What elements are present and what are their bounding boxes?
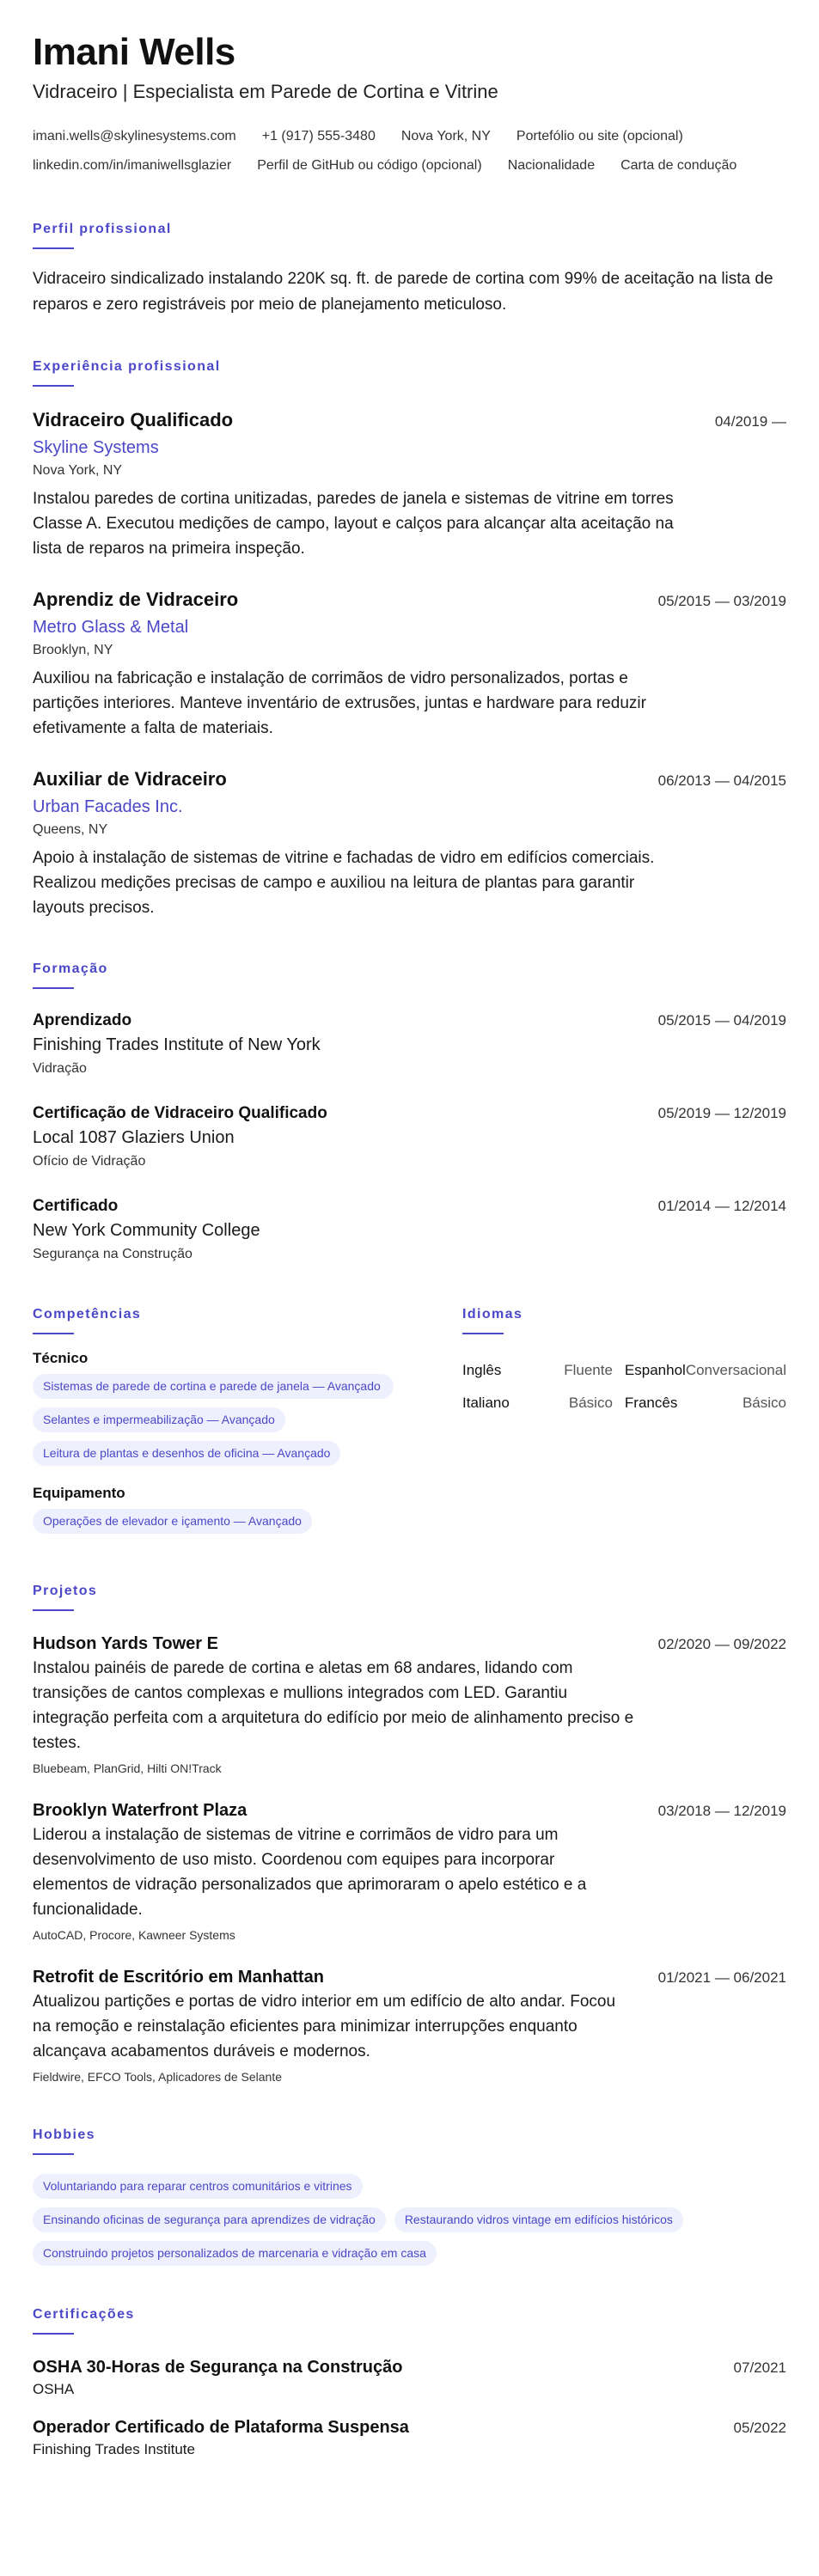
certification-entry (33, 2415, 786, 2460)
skill-chip: Operações de elevador e içamento — Avançado (33, 1509, 312, 1534)
language-name: Inglês (462, 1362, 502, 1378)
section-divider (33, 385, 74, 387)
project-entry (33, 1632, 786, 1778)
certification-date: 07/2021 (733, 2359, 786, 2376)
contact-driving-license: Carta de condução (620, 158, 737, 173)
education-field: Ofício de Vidração (33, 1154, 146, 1169)
education-entry (33, 1010, 786, 1080)
project-tools: AutoCAD, Procore, Kawneer Systems (33, 1928, 235, 1942)
certification-date: 05/2022 (733, 2420, 786, 2436)
language-level: Fluente (564, 1362, 613, 1378)
section-divider (462, 1333, 504, 1334)
job-dates: 06/2013 — 04/2015 (657, 772, 786, 789)
section-title: Formação (33, 961, 108, 976)
skill-group-title: Equipamento (33, 1485, 125, 1501)
profile-summary: Vidraceiro sindicalizado instalando 220K sq. ft. de parede de cortina com 99% de aceitação na lista de reparos e zero registráveis por meio de planejamento meticuloso. (33, 270, 773, 314)
skill-chip: Selantes e impermeabilização — Avançado (33, 1407, 285, 1432)
language-level: Conversacional (685, 1362, 786, 1378)
education-school: New York Community College (33, 1221, 260, 1240)
languages-section (462, 1305, 786, 1542)
education-degree: Certificado (33, 1197, 119, 1215)
language-item (462, 1360, 613, 1381)
education-dates: 01/2014 — 12/2014 (657, 1198, 786, 1214)
job-location: Nova York, NY (33, 463, 123, 478)
certification-name: OSHA 30-Horas de Segurança na Construção (33, 2358, 403, 2377)
section-title: Hobbies (33, 2127, 95, 2142)
section-title: Perfil profissional (33, 222, 172, 236)
certification-entry (33, 2355, 786, 2400)
project-tools: Fieldwire, EFCO Tools, Aplicadores de Selante (33, 2070, 282, 2084)
section-divider (33, 247, 74, 249)
hobby-chip: Voluntariando para reparar centros comunitários e vitrines (33, 2174, 363, 2199)
section-title: Certificações (33, 2307, 135, 2322)
contact-location: Nova York, NY (400, 129, 491, 143)
hobby-chip: Construindo projetos personalizados de marcenaria e vidração em casa (33, 2241, 437, 2266)
language-level: Básico (568, 1395, 613, 1411)
project-name: Retrofit de Escritório em Manhattan (33, 1968, 324, 1987)
section-divider (33, 2333, 74, 2335)
job-company: Metro Glass & Metal (33, 618, 189, 637)
section-divider (33, 987, 74, 989)
candidate-headline: Vidraceiro | Especialista em Parede de Cortina e Vitrine (33, 81, 498, 102)
job-dates: 04/2019 — (714, 413, 786, 430)
job-company: Urban Facades Inc. (33, 797, 183, 816)
candidate-name: Imani Wells (33, 31, 235, 73)
language-item (462, 1393, 613, 1413)
project-name: Hudson Yards Tower E (33, 1634, 218, 1653)
skill-chip: Sistemas de parede de cortina e parede de janela — Avançado (33, 1374, 394, 1399)
experience-section (33, 357, 786, 920)
project-tools: Bluebeam, PlanGrid, Hilti ON!Track (33, 1761, 222, 1775)
language-name: Italiano (462, 1395, 510, 1411)
education-dates: 05/2019 — 12/2019 (657, 1105, 786, 1121)
education-school: Local 1087 Glaziers Union (33, 1128, 235, 1147)
experience-entry (33, 407, 786, 561)
contact-list (33, 122, 786, 180)
project-dates: 01/2021 — 06/2021 (657, 1969, 786, 1986)
resume-header (33, 31, 786, 180)
project-description: Atualizou partições e portas de vidro interior em um edifício de alto andar. Focou na remoção e reinstalação eficientes para minimizar interrupções enquanto alcançava acabamentos duráveis e modernos. (33, 1993, 616, 2060)
experience-entry (33, 766, 786, 920)
section-title: Idiomas (462, 1307, 523, 1322)
contact-github[interactable]: Perfil de GitHub ou código (opcional) (257, 158, 482, 173)
contact-portfolio[interactable]: Portefólio ou site (opcional) (516, 129, 683, 143)
job-description: Instalou paredes de cortina unitizadas, paredes de janela e sistemas de vitrine em torres Classe A. Executou medições de campo, layout e calços para alcançar alta aceitação na lista de reparos na primeira inspeção. (33, 490, 674, 558)
section-divider (33, 1609, 74, 1611)
project-entry (33, 1798, 786, 1944)
section-title: Competências (33, 1307, 142, 1322)
job-title: Aprendiz de Vidraceiro (33, 589, 239, 610)
language-level: Básico (742, 1395, 786, 1411)
language-name: Espanhol (624, 1362, 686, 1378)
contact-phone[interactable]: +1 (917) 555-3480 (261, 129, 376, 143)
job-description: Auxiliou na fabricação e instalação de corrimãos de vidro personalizados, portas e partições interiores. Manteve inventário de extrusões, juntas e hardware para reduzir efetivamente a falta de materiais. (33, 669, 646, 737)
job-title: Auxiliar de Vidraceiro (33, 768, 227, 790)
certification-issuer: OSHA (33, 2381, 75, 2397)
hobby-chip: Restaurando vidros vintage em edifícios históricos (394, 2207, 683, 2232)
skills-section (33, 1305, 428, 1542)
education-field: Segurança na Construção (33, 1247, 193, 1261)
hobby-chip: Ensinando oficinas de segurança para aprendizes de vidração (33, 2207, 386, 2232)
project-description: Instalou painéis de parede de cortina e aletas em 68 andares, lidando com transições de cantos complexas e mullions integrados com LED. Garantiu integração perfeita com a arquitetura do edifício por meio de alinhamento preciso e testes. (33, 1659, 634, 1752)
education-dates: 05/2015 — 04/2019 (657, 1012, 786, 1029)
education-entry (33, 1102, 786, 1173)
certification-issuer: Finishing Trades Institute (33, 2441, 195, 2457)
certifications-section (33, 2305, 786, 2460)
contact-email[interactable]: imani.wells@skylinesystems.com (33, 129, 236, 143)
profile-section (33, 220, 786, 318)
contact-nationality: Nacionalidade (507, 158, 596, 173)
education-section (33, 960, 786, 1266)
language-item (625, 1360, 786, 1381)
section-title: Experiência profissional (33, 359, 221, 374)
skills-languages-row (33, 1305, 786, 1542)
project-dates: 02/2020 — 09/2022 (657, 1636, 786, 1652)
job-dates: 05/2015 — 03/2019 (657, 593, 786, 609)
experience-entry (33, 587, 786, 741)
language-name: Francês (624, 1395, 678, 1411)
education-degree: Aprendizado (33, 1011, 132, 1029)
certification-name: Operador Certificado de Plataforma Suspensa (33, 2418, 409, 2437)
section-divider (33, 2153, 74, 2155)
education-entry (33, 1195, 786, 1266)
contact-linkedin[interactable]: linkedin.com/in/imaniwellsglazier (33, 158, 232, 173)
language-item (625, 1393, 786, 1413)
project-dates: 03/2018 — 12/2019 (657, 1803, 786, 1819)
job-location: Brooklyn, NY (33, 643, 113, 657)
skill-chip: Leitura de plantas e desenhos de oficina — Avançado (33, 1441, 340, 1466)
job-company: Skyline Systems (33, 438, 159, 457)
project-description: Liderou a instalação de sistemas de vitrine e corrimãos de vidro para um desenvolvimento de uso misto. Coordenou com equipes para incorporar elementos de vidração personalizados que aprimoraram o apelo estético e a funcionalidade. (33, 1826, 587, 1919)
project-entry (33, 1965, 786, 2086)
skill-group-title: Técnico (33, 1350, 89, 1366)
job-title: Vidraceiro Qualificado (33, 409, 234, 430)
education-school: Finishing Trades Institute of New York (33, 1035, 321, 1054)
section-title: Projetos (33, 1584, 98, 1598)
job-location: Queens, NY (33, 822, 108, 837)
education-degree: Certificação de Vidraceiro Qualificado (33, 1104, 327, 1122)
section-divider (33, 1333, 74, 1334)
project-name: Brooklyn Waterfront Plaza (33, 1801, 248, 1820)
education-field: Vidração (33, 1061, 87, 1076)
hobbies-section (33, 2126, 786, 2274)
job-description: Apoio à instalação de sistemas de vitrine e fachadas de vidro em edifícios comerciais. Realizou medições precisas de campo e auxiliou na leitura de plantas para garantir layouts precisos. (33, 849, 655, 917)
projects-section (33, 1582, 786, 2086)
